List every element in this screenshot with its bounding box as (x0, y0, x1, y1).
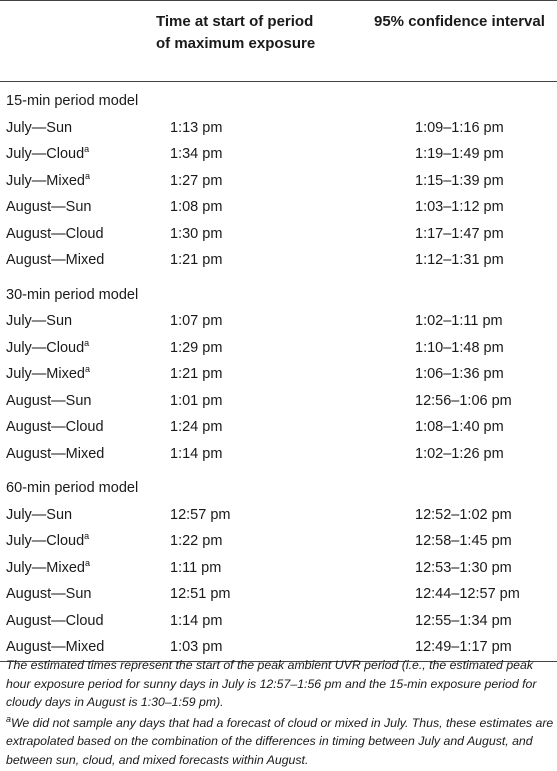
table-body (0, 82, 557, 662)
row-label: August—Sun (6, 199, 92, 216)
row-label-cell (0, 194, 150, 221)
table-row (0, 414, 557, 441)
row-label-cell (0, 388, 150, 415)
table-row (0, 194, 557, 221)
row-confidence-interval: 1:15–1:39 pm (415, 172, 504, 189)
row-confidence-interval: 12:52–1:02 pm (415, 506, 512, 523)
row-label-cell (0, 308, 150, 335)
row-label: August—Sun (6, 586, 92, 603)
row-label: July—Mixed (6, 172, 85, 189)
table-row (0, 608, 557, 635)
group-header-row (0, 467, 557, 502)
table-footnotes (6, 656, 554, 771)
row-label: August—Cloud (6, 612, 104, 629)
header-time-line1: Time at start of period (156, 13, 314, 30)
row-time: 1:07 pm (170, 313, 223, 330)
footnote-a (6, 714, 554, 770)
table-row (0, 581, 557, 608)
table-row (0, 115, 557, 142)
row-label-cell (0, 528, 150, 555)
footnote-a-marker: a (6, 713, 12, 724)
row-confidence-interval: 1:06–1:36 pm (415, 366, 504, 383)
footnote-a-text: We did not sample any days that had a forecast of cloud or mixed in July. Thus, these estimates are extrapolated based on the combination of the differences in timing between July and August, and between sun, cloud, and mixed forecasts within August. (6, 715, 554, 767)
table-row (0, 168, 557, 195)
row-time: 1:01 pm (170, 392, 223, 409)
table-row (0, 555, 557, 582)
row-label-cell (0, 581, 150, 608)
row-confidence-interval: 1:10–1:48 pm (415, 339, 504, 356)
group-title: 60-min period model (6, 480, 139, 497)
row-time: 1:08 pm (170, 199, 223, 216)
row-time: 1:13 pm (170, 119, 223, 136)
row-label-cell (0, 555, 150, 582)
row-label: July—Sun (6, 313, 73, 330)
row-label-cell (0, 361, 150, 388)
table-row (0, 388, 557, 415)
row-label-cell (0, 441, 150, 468)
row-time: 1:34 pm (170, 146, 223, 163)
row-confidence-interval: 1:02–1:26 pm (415, 445, 504, 462)
row-label: July—Mixed (6, 366, 85, 383)
header-empty-cell (0, 1, 150, 82)
header-ci-label: 95% confidence interval (374, 13, 545, 30)
footnote-marker: a (84, 557, 90, 568)
header-time-line2: of maximum exposure (156, 35, 316, 52)
row-label: July—Mixed (6, 559, 85, 576)
header-confidence-interval (350, 1, 557, 82)
row-label-cell (0, 335, 150, 362)
row-label: July—Cloud (6, 146, 85, 163)
row-confidence-interval: 1:03–1:12 pm (415, 199, 504, 216)
row-label: August—Mixed (6, 252, 105, 269)
row-confidence-interval: 12:55–1:34 pm (415, 612, 512, 629)
row-label: July—Sun (6, 119, 73, 136)
row-label: August—Cloud (6, 225, 104, 242)
footnote-general: The estimated times represent the start of the peak ambient UVR period (i.e., the estimated peak hour exposure period for sunny days in July is 12:57–1:56 pm and the 15-min exposure period for cloudy days in August is 1:30–1:59 pm). (6, 658, 537, 709)
row-confidence-interval: 12:53–1:30 pm (415, 559, 512, 576)
row-label-cell (0, 608, 150, 635)
row-confidence-interval: 12:58–1:45 pm (415, 533, 512, 550)
row-label-cell (0, 115, 150, 142)
row-time: 1:30 pm (170, 225, 223, 242)
footnote-marker: a (84, 144, 90, 155)
header-time-at-start (150, 1, 350, 82)
row-confidence-interval: 1:08–1:40 pm (415, 419, 504, 436)
group-title: 15-min period model (6, 93, 139, 110)
row-time: 1:24 pm (170, 419, 223, 436)
table-row (0, 502, 557, 529)
row-label: August—Mixed (6, 639, 105, 656)
row-time: 1:21 pm (170, 366, 223, 383)
row-label-cell (0, 247, 150, 274)
row-label: July—Sun (6, 506, 73, 523)
table-header-row (0, 1, 557, 82)
row-confidence-interval: 12:56–1:06 pm (415, 392, 512, 409)
table-row (0, 308, 557, 335)
table-row (0, 221, 557, 248)
group-header-row (0, 82, 557, 115)
row-label-cell (0, 141, 150, 168)
footnote-marker: a (84, 337, 90, 348)
row-label: July—Cloud (6, 339, 85, 356)
row-time: 1:11 pm (170, 559, 222, 576)
footnote-marker: a (84, 364, 90, 375)
row-label-cell (0, 502, 150, 529)
table-row (0, 335, 557, 362)
row-confidence-interval: 1:19–1:49 pm (415, 146, 504, 163)
row-time: 1:14 pm (170, 445, 223, 462)
row-label: July—Cloud (6, 533, 85, 550)
row-confidence-interval: 12:44–12:57 pm (415, 586, 520, 603)
row-time: 12:51 pm (170, 586, 231, 603)
table-row (0, 528, 557, 555)
table-row (0, 361, 557, 388)
row-label: August—Sun (6, 392, 92, 409)
footnote-marker: a (84, 531, 90, 542)
row-time: 1:27 pm (170, 172, 223, 189)
row-confidence-interval: 1:02–1:11 pm (415, 313, 503, 330)
row-label-cell (0, 221, 150, 248)
row-confidence-interval: 1:09–1:16 pm (415, 119, 504, 136)
table-row (0, 141, 557, 168)
row-confidence-interval: 1:17–1:47 pm (415, 225, 504, 242)
group-header-row (0, 274, 557, 309)
row-time: 1:22 pm (170, 533, 223, 550)
row-label: August—Cloud (6, 419, 104, 436)
group-title: 30-min period model (6, 286, 139, 303)
row-time: 1:21 pm (170, 252, 223, 269)
row-time: 1:29 pm (170, 339, 223, 356)
row-label-cell (0, 414, 150, 441)
footnote-marker: a (84, 170, 90, 181)
row-time: 1:14 pm (170, 612, 223, 629)
row-time: 12:57 pm (170, 506, 231, 523)
row-label: August—Mixed (6, 445, 105, 462)
row-label-cell (0, 168, 150, 195)
row-confidence-interval: 12:49–1:17 pm (350, 634, 557, 661)
row-confidence-interval: 1:12–1:31 pm (415, 252, 504, 269)
table-row (0, 441, 557, 468)
row-time: 1:03 pm (150, 634, 350, 661)
table-row (0, 247, 557, 274)
